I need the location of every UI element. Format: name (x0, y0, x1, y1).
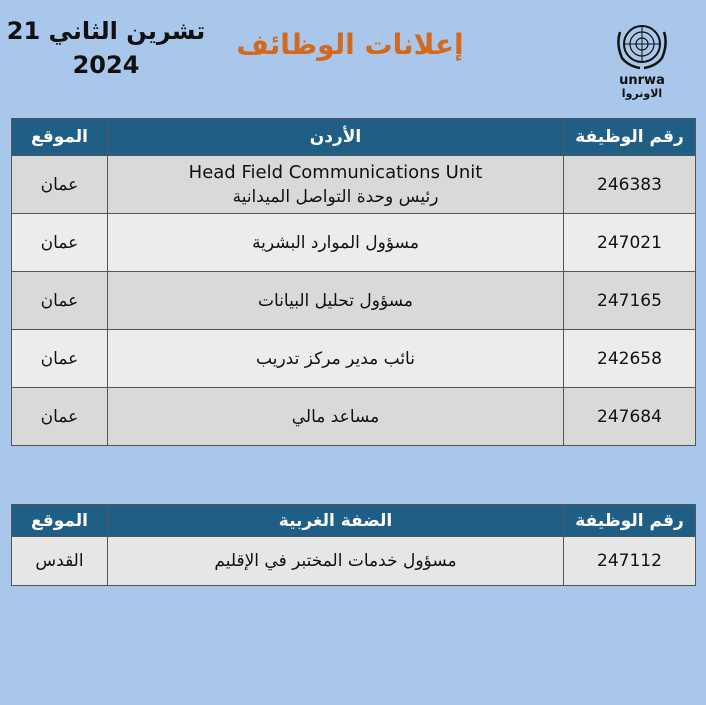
unrwa-logo (606, 18, 678, 100)
column-header-job-number: رقم الوظيفة (564, 119, 696, 156)
job-title (108, 156, 564, 214)
logo-text-en: unrwa (619, 73, 665, 88)
job-location: عمان (12, 272, 108, 330)
job-location: عمان (12, 214, 108, 272)
job-title: مسؤول تحليل البيانات (108, 272, 564, 330)
table-row (12, 330, 696, 388)
column-header-location: الموقع (12, 119, 108, 156)
job-number: 246383 (564, 156, 696, 214)
column-header-region: الأردن (108, 119, 564, 156)
table-row (12, 214, 696, 272)
job-number: 247684 (564, 388, 696, 446)
logo-text-ar: الاونروا (621, 87, 663, 100)
table-row (12, 537, 696, 586)
job-number: 247165 (564, 272, 696, 330)
column-header-location: الموقع (12, 505, 108, 537)
jordan-jobs-table (11, 118, 696, 446)
job-title: مسؤول الموارد البشرية (108, 214, 564, 272)
date-day-month: 21 تشرين الثاني (6, 17, 206, 45)
job-location: عمان (12, 156, 108, 214)
column-header-job-number: رقم الوظيفة (564, 505, 696, 537)
un-emblem-icon (612, 18, 672, 70)
column-header-region: الضفة الغربية (108, 505, 564, 537)
job-title-en: Head Field Communications Unit (188, 161, 483, 183)
job-title: نائب مدير مركز تدريب (108, 330, 564, 388)
job-title: مسؤول خدمات المختبر في الإقليم (108, 537, 564, 586)
announcement-date (6, 14, 206, 82)
table-row (12, 388, 696, 446)
job-number: 247021 (564, 214, 696, 272)
table-row (12, 272, 696, 330)
job-location: عمان (12, 330, 108, 388)
job-location: القدس (12, 537, 108, 586)
job-number: 242658 (564, 330, 696, 388)
date-year: 2024 (72, 51, 140, 79)
table-row (12, 156, 696, 214)
job-location: عمان (12, 388, 108, 446)
job-title: مساعد مالي (108, 388, 564, 446)
west-bank-jobs-table (11, 504, 696, 586)
job-title-ar: رئيس وحدة التواصل الميدانية (232, 186, 439, 207)
page-title: إعلانات الوظائف (236, 28, 464, 61)
job-number: 247112 (564, 537, 696, 586)
